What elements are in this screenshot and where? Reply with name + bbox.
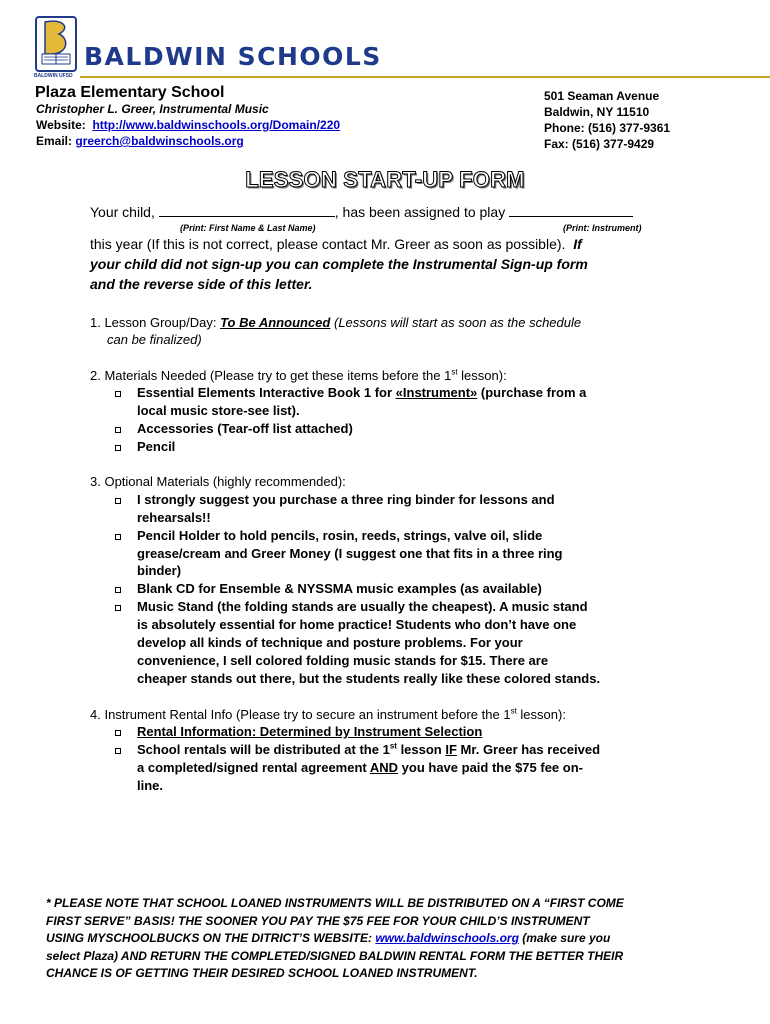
intro-your-child: Your child, <box>90 204 155 220</box>
letterhead-rule <box>80 76 770 78</box>
optional-music-stand: Music Stand (the folding stands are usually the cheapest). A music stand <box>137 599 588 614</box>
rental-and: AND <box>369 760 399 775</box>
note-line-3 <box>46 930 736 948</box>
rental-text-a: School rentals will be distributed at the 1 <box>137 742 390 757</box>
address-line-2: Baldwin, NY 11510 <box>544 105 650 119</box>
baldwin-logo <box>33 14 79 78</box>
email-link[interactable]: greerch@baldwinschools.org <box>75 134 244 148</box>
section-2-head-end: lesson): <box>461 368 507 383</box>
intro-line-2-text: this year (If this is not correct, please contact Mr. Greer as soon as possible). <box>90 236 566 252</box>
checkbox-bullet <box>115 730 121 736</box>
loaned-instrument-note <box>46 895 736 983</box>
note-line-5: CHANCE IS OF GETTING THEIR DESIRED SCHOOL LOANED INSTRUMENT. <box>46 966 478 980</box>
email-label: Email: <box>36 134 73 148</box>
materials-item-accessories: Accessories (Tear-off list attached) <box>137 421 353 436</box>
website-label: Website: <box>36 118 86 132</box>
website-row <box>36 118 340 132</box>
intro-assigned: , has been assigned to play <box>334 204 506 220</box>
intro-line-4: and the reverse side of this letter. <box>90 276 313 292</box>
materials-item-book-cont: local music store-see list). <box>137 403 300 418</box>
section-4-head-text: 4. Instrument Rental Info (Please try to secure an instrument before the 1 <box>90 707 511 722</box>
optional-music-stand-3: develop all kinds of technique and posture problems. For your <box>137 635 523 650</box>
checkbox-bullet <box>115 498 121 504</box>
checkbox-bullet <box>115 534 121 540</box>
book-text-end: (purchase from a <box>477 385 587 400</box>
checkbox-bullet <box>115 605 121 611</box>
rental-distribution <box>137 742 600 757</box>
rental-distribution-3: line. <box>137 778 164 793</box>
note-line-3-end: (make sure you <box>518 931 611 945</box>
book-text: Essential Elements Interactive Book 1 for <box>137 385 396 400</box>
rental-text-e: you have paid the $75 fee on- <box>398 760 583 775</box>
rental-text-c: Mr. Greer has received <box>456 742 601 757</box>
section-1-note-2: can be finalized) <box>107 332 202 347</box>
optional-pencil-holder-2: grease/cream and Greer Money (I suggest one that fits in a three ring <box>137 546 563 561</box>
materials-item-pencil: Pencil <box>137 439 176 454</box>
checkbox-bullet <box>115 391 121 397</box>
child-name-caption: (Print: First Name & Last Name) <box>180 223 316 233</box>
optional-music-stand-2: is absolutely essential for home practice! Students who don’t have one <box>137 617 577 632</box>
section-4-sup: st <box>510 706 517 716</box>
optional-binder-cont: rehearsals!! <box>137 510 211 525</box>
school-name: Plaza Elementary School <box>35 84 225 101</box>
section-4-heading <box>90 707 566 722</box>
rental-text-d: a completed/signed rental agreement <box>137 760 370 775</box>
fax: Fax: (516) 377-9429 <box>544 137 655 151</box>
materials-item-book <box>137 385 586 400</box>
intro-line-2 <box>90 236 582 252</box>
intro-line-2-if: If <box>573 236 582 252</box>
optional-pencil-holder: Pencil Holder to hold pencils, rosin, reeds, strings, valve oil, slide <box>137 528 543 543</box>
intro-line-1 <box>90 204 633 220</box>
instrument-caption: (Print: Instrument) <box>563 223 642 233</box>
section-1-label: 1. Lesson Group/Day: <box>90 315 217 330</box>
section-3-heading: 3. Optional Materials (highly recommended): <box>90 474 346 489</box>
instrument-merge-field: «Instrument» <box>395 385 478 400</box>
school-address <box>544 88 670 152</box>
teacher-name: Christopher L. Greer, Instrumental Music <box>36 102 269 116</box>
checkbox-bullet <box>115 587 121 593</box>
optional-blank-cd: Blank CD for Ensemble & NYSSMA music examples (as available) <box>137 581 542 596</box>
note-line-4: select Plaza) AND RETURN THE COMPLETED/SIGNED BALDWIN RENTAL FORM THE BETTER THEIR <box>46 948 624 963</box>
intro-line-3: your child did not sign-up you can complete the Instrumental Sign-up form <box>90 256 588 272</box>
instrument-field[interactable] <box>509 204 633 217</box>
rental-distribution-2 <box>137 760 583 775</box>
section-2-heading <box>90 368 507 383</box>
note-line-3-text: USING MYSCHOOLBUCKS ON THE DITRICT’S WEBSITE: <box>46 931 376 945</box>
address-line-1: 501 Seaman Avenue <box>544 89 660 103</box>
rental-sup: st <box>389 741 397 751</box>
section-1-note: (Lessons will start as soon as the schedule <box>333 315 582 330</box>
phone: Phone: (516) 377-9361 <box>544 121 671 135</box>
district-website-link[interactable]: www.baldwinschools.org <box>375 931 519 945</box>
section-1-heading <box>90 315 581 330</box>
optional-music-stand-5: cheaper stands out there, but the students really like these colored stands. <box>137 671 601 686</box>
optional-music-stand-4: convenience, I sell colored folding music stands for $15. There are <box>137 653 549 668</box>
checkbox-bullet <box>115 445 121 451</box>
rental-if: IF <box>445 742 457 757</box>
rental-information: Rental Information: Determined by Instrument Selection <box>137 724 483 739</box>
brand-name: BALDWIN SCHOOLS <box>84 42 382 71</box>
optional-pencil-holder-3: binder) <box>137 563 182 578</box>
email-row <box>36 134 244 148</box>
section-4-head-end: lesson): <box>520 707 566 722</box>
note-line-1: * PLEASE NOTE THAT SCHOOL LOANED INSTRUMENTS WILL BE DISTRIBUTED ON A “FIRST COME <box>46 896 624 910</box>
website-link[interactable]: http://www.baldwinschools.org/Domain/220 <box>92 118 341 132</box>
optional-binder: I strongly suggest you purchase a three ring binder for lessons and <box>137 492 555 507</box>
checkbox-bullet <box>115 427 121 433</box>
note-line-2: FIRST SERVE” BASIS! THE SOONER YOU PAY THE $75 FEE FOR YOUR CHILD’S INSTRUMENT <box>46 913 590 928</box>
section-2-head-text: 2. Materials Needed (Please try to get these items before the 1 <box>90 368 452 383</box>
section-2-sup: st <box>451 367 458 377</box>
rental-text-b: lesson <box>396 742 446 757</box>
child-name-field[interactable] <box>159 204 335 217</box>
checkbox-bullet <box>115 748 121 754</box>
logo-caption: BALDWIN UFSD <box>34 73 73 79</box>
page-title: LESSON START-UP FORM <box>245 167 525 192</box>
to-be-announced: To Be Announced <box>220 315 331 330</box>
